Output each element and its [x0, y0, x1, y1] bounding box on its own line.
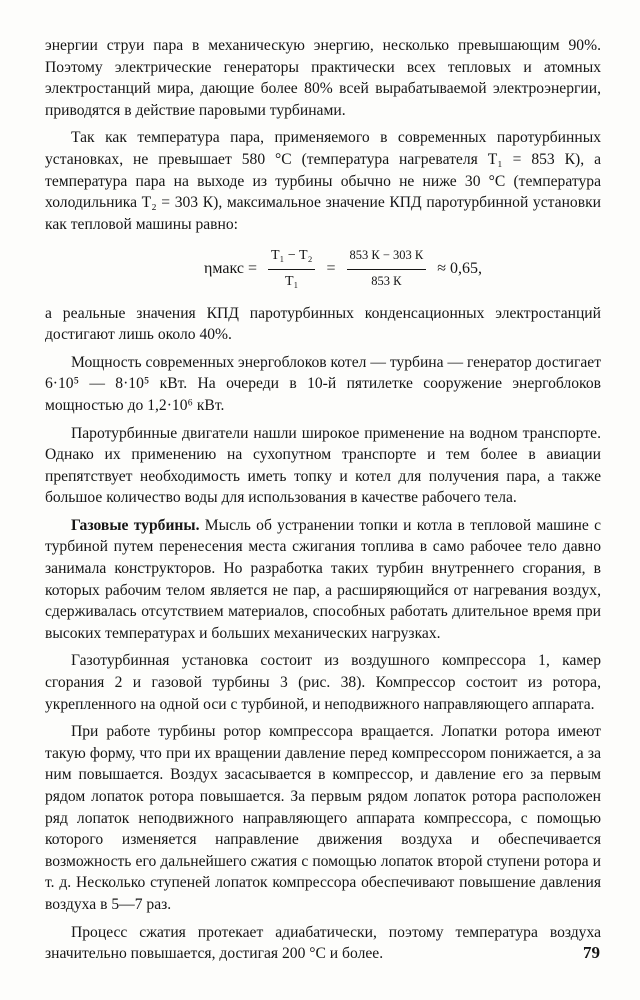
paragraph-temperature: Так как температура пара, применяемого в современных паротурбинных установках, не превышает 580 °С (температура нагревателя T₁ = 853 К), а температура пара на выходе из турбины обычно не ниже 30 °С (температура холодильника T₂ = 303 К), максимальное значение КПД паротурбинной установки как тепловой машины равно: [45, 129, 601, 233]
paragraph-compressor-operation: При работе турбины ротор компрессора вращается. Лопатки ротора имеют такую форму, что при их вращении давление перед компрессором понижается, а за ним повышается. Воздух засасывается в компрессор, и давление его за первым рядом лопаток ротора повышается. За первым рядом лопаток ротора расположен ряд лопаток неподвижного направляющего аппарата компрессора, с помощью которого изменяется направление движения воздуха и обеспечивается возможность его дальнейшего сжатия с помощью лопаток второй ступени ротора и т. д. Несколько ступеней лопаток компрессора обеспечивают повышение давления воздуха в 5—7 раз. [45, 723, 601, 913]
section-heading-gas-turbines: Газовые турбины. [71, 516, 200, 534]
formula-equals-1: = [247, 260, 257, 278]
fraction-denominator: 853 К [371, 273, 402, 288]
paragraph-steam-generators: энергии струи пара в механическую энергию, несколько превышающим 90%. Поэтому электрические генераторы практически всех тепловых и атомных электростанций мира, дающие более 80% всей вырабатываемой электроэнергии, приводятся в действие паровыми турбинами. [45, 37, 601, 119]
formula-equals-2: = [326, 260, 336, 278]
page-number: 79 [583, 943, 600, 962]
paragraph-water-transport: Паротурбинные двигатели нашли широкое применение на водном транспорте. Однако их применению на сухопутном транспорте и тем более в авиации препятствует необходимость иметь топку и котел для получения пара, а также большое количество воды для использования в качестве рабочего тела. [45, 424, 601, 507]
paragraph-adiabatic-compression: Процесс сжатия протекает адиабатически, поэтому температура воздуха значительно повышается, достигая 200 °С и более. [45, 923, 601, 963]
paragraph-power-units: Мощность современных энергоблоков котел — турбина — генератор достигает 6·10⁵ — 8·10⁵ кВт. На очереди в 10-й пятилетке сооружение энергоблоков мощностью до 1,2·10⁶ кВт. [45, 353, 602, 414]
fraction-numerator: T₁ − T₂ [268, 245, 316, 270]
paragraph-gas-turbine-plant: Газотурбинная установка состоит из воздушного компрессора 1, камер сгорания 2 и газовой турбины 3 (рис. 38). Компрессор состоит из ротора, укрепленного на одной оси с турбиной, и неподвижного направляющего аппарата. [45, 652, 601, 713]
formula-fraction-symbolic [268, 245, 316, 292]
formula-fraction-numeric [347, 245, 427, 292]
paragraph-gas-turbines [45, 515, 601, 645]
formula-result: 0,65, [450, 260, 483, 278]
formula-lhs: ηмакс [203, 260, 244, 278]
body-text [45, 35, 601, 971]
fraction-numerator: 853 К − 303 К [347, 245, 427, 270]
efficiency-formula [85, 245, 601, 292]
fraction-denominator: T₁ [285, 273, 299, 289]
formula-approx: ≈ [437, 260, 447, 278]
paragraph-real-efficiency: а реальные значения КПД паротурбинных конденсационных электростанций достигают лишь около 40%. [45, 304, 601, 344]
paragraph-gas-turbines-text: Мысль об устранении топки и котла в тепловой машине с турбиной путем перенесения места сжигания топлива в само рабочее тело давно занимала конструкторов. Но разработка таких турбин внутреннего сгорания, в которых рабочим телом является не пар, а расширяющийся от нагревания воздух, сдерживалась отсутствием материалов, способных работать длительное время при высоких температурах и больших механических нагрузках. [45, 516, 601, 642]
